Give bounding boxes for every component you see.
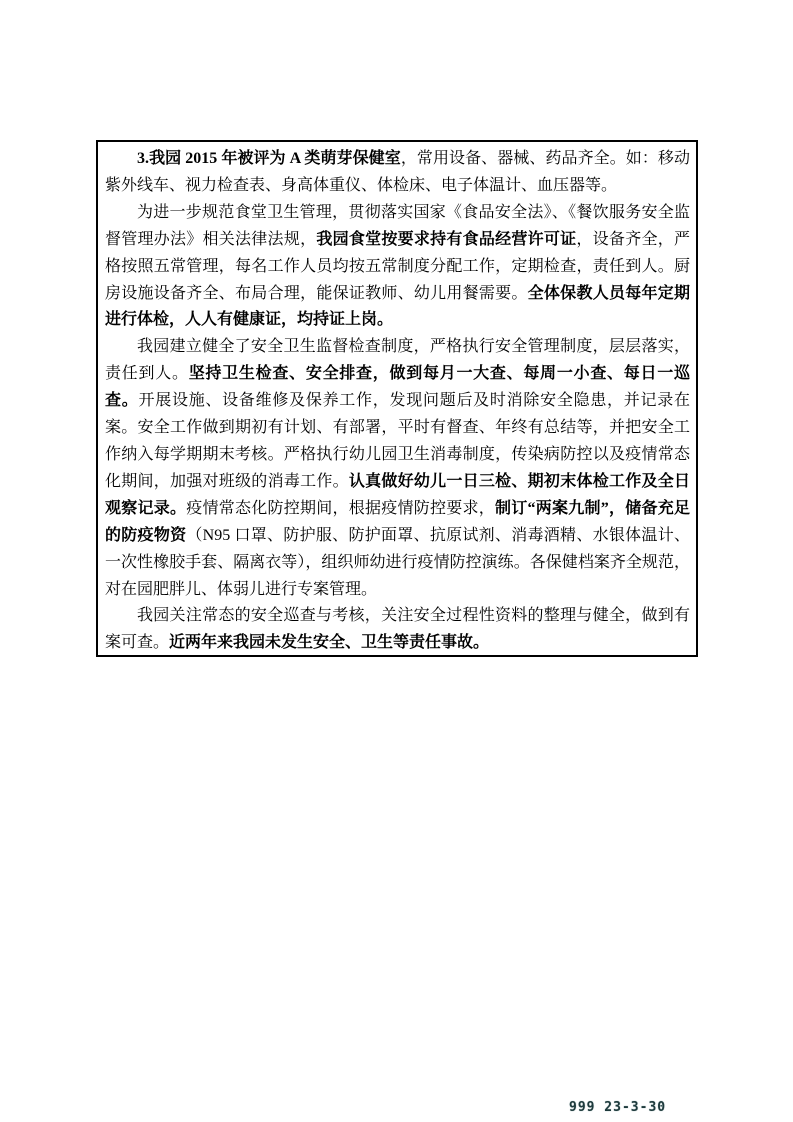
text-run: 为进一步规范食堂卫生管理，贯彻落实国家《食品安全法》、《餐饮服务安全监督管理办法》相关法律法规， bbox=[105, 203, 690, 248]
bold-text-run: 制订“两案九制”，储备充足的防疫物资 bbox=[105, 499, 690, 544]
bold-text-run: 坚持卫生检查、安全排查，做到每月一大查、每周一小查、每日一巡查。 bbox=[105, 365, 690, 410]
paragraph bbox=[105, 334, 690, 603]
scan-timestamp: 999 23-3-30 bbox=[569, 1100, 667, 1115]
text-run: 我园关注常态的安全巡查与考核，关注安全过程性资料的整理与健全，做到有案可查。 bbox=[105, 607, 690, 652]
text-run: ，常用设备、器械、药品齐全。如：移动紫外线车、视力检查表、身高体重仪、体检床、电子体温计、血压器等。 bbox=[105, 150, 690, 194]
paragraph bbox=[105, 200, 690, 335]
bold-text-run: 认真做好幼儿一日三检、期初末体检工作及全日观察记录。 bbox=[105, 472, 690, 517]
bold-text-run: 3.我园 2015 年被评为 A 类萌芽保健室 bbox=[137, 150, 401, 167]
text-run: 疫情常态化防控期间，根据疫情防控要求， bbox=[186, 499, 495, 517]
bold-text-run: 全体保教人员每年定期进行体检，人人有健康证，均持证上岗。 bbox=[105, 284, 690, 329]
text-run: ，设备齐全，严格按照五常管理，每名工作人员均按五常制度分配工作，定期检查，责任到人。厨房设施设备齐全、布局合理，能保证教师、幼儿用餐需要。 bbox=[105, 230, 690, 302]
text-run: 开展设施、设备维修及保养工作，发现问题后及时消除安全隐患，并记录在案。安全工作做到期初有计划、有部署，平时有督查、年终有总结等，并把安全工作纳入每学期期末考核。严格执行幼儿园卫生消毒制度，传染病防控以及疫情常态化期间，加强对班级的消毒工作。 bbox=[105, 392, 690, 490]
text-run: （N95 口罩、防护服、防护面罩、抗原试剂、消毒酒精、水银体温计、一次性橡胶手套、隔离衣等），组织师幼进行疫情防控演练。各保健档案齐全规范，对在园肥胖儿、体弱儿进行专案管理。 bbox=[105, 526, 690, 598]
text-run: 我园建立健全了安全卫生监督检查制度，严格执行安全管理制度，层层落实，责任到人。 bbox=[105, 338, 690, 383]
document-body-text bbox=[105, 146, 690, 657]
paragraph bbox=[105, 603, 690, 657]
bold-text-run: 近两年来我园未发生安全、卫生等责任事故。 bbox=[169, 634, 490, 652]
bold-text-run: 我园食堂按要求持有食品经营许可证 bbox=[316, 230, 577, 248]
paragraph bbox=[105, 146, 690, 200]
report-text-box bbox=[96, 140, 698, 657]
